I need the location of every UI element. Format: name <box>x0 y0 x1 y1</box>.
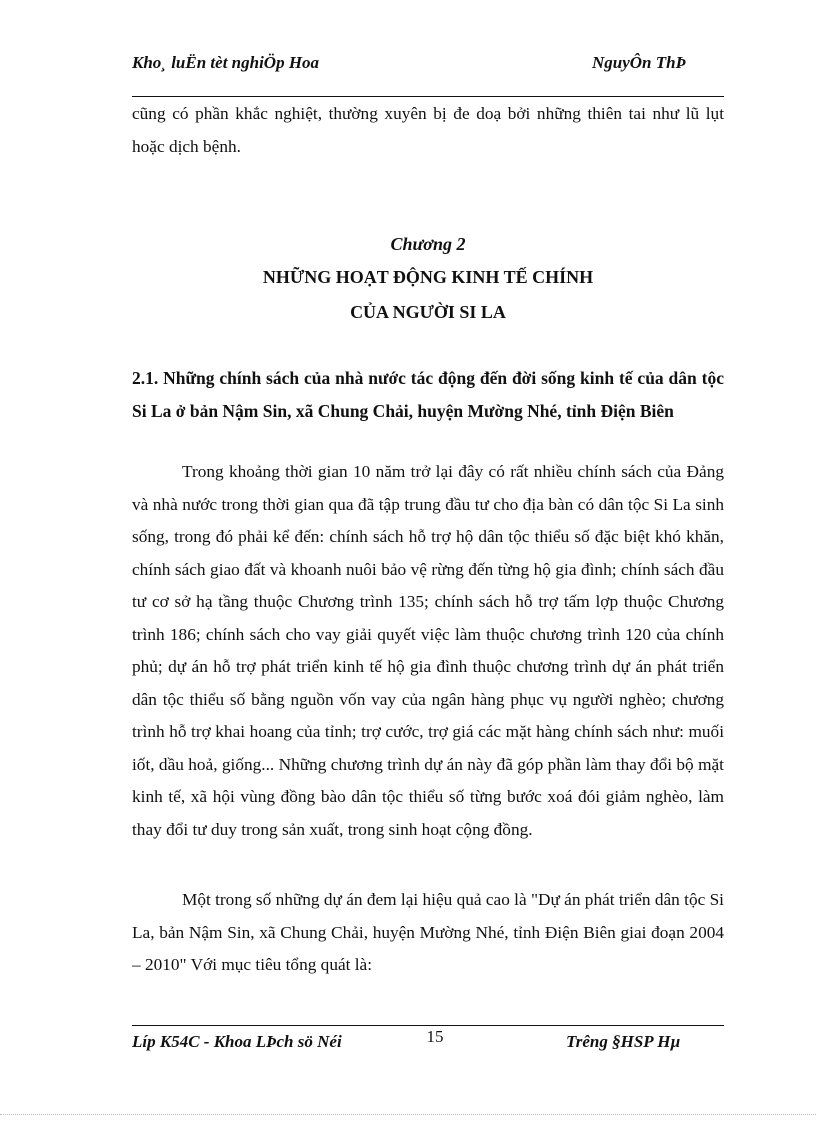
page-bottom-border <box>0 1114 816 1115</box>
chapter-title-line-1: NHỮNG HOẠT ĐỘNG KINH TẾ CHÍNH <box>262 267 594 287</box>
footer-left-text: Líp K54C - Khoa LÞch sö Néi <box>132 1032 342 1051</box>
body-paragraph-1: Trong khoảng thời gian 10 năm trở lại đây có rất nhiều chính sách của Đảng và nhà nước trong thời gian qua đã tập trung đầu tư cho địa bàn có dân tộc Si La sinh sống, trong đó phải kể đến: chính sách hỗ trợ hộ dân tộc thiểu số đặc biệt khó khăn, chính sách giao đất và khoanh nuôi bảo vệ rừng đến từng hộ gia đình; chính sách đầu tư cơ sở hạ tầng thuộc Chương trình 135; chính sách hỗ trợ tấm lợp thuộc Chương trình 186; chính sách cho vay giải quyết việc làm thuộc chương trình 120 của chính phủ; dự án hỗ trợ phát triển kinh tế hộ gia đình thuộc chương trình dự án phát triển dân tộc thiểu số bằng nguồn vốn vay của ngân hàng phục vụ người nghèo; chương trình hỗ trợ khai hoang của tỉnh; trợ cước, trợ giá các mặt hàng chính sách như: muối iốt, dầu hoả, giống... Những chương trình dự án này đã góp phần làm thay đổi bộ mặt kinh tế, xã hội vùng đồng bào dân tộc thiểu số từng bước xoá đói giảm nghèo, làm thay đổi tư duy trong sản xuất, trong sinh hoạt cộng đồng. <box>132 462 724 839</box>
header-right-text: NguyÔn ThÞ <box>592 53 686 72</box>
chapter-number: Chương 2 <box>390 234 466 254</box>
section-heading: 2.1. Những chính sách của nhà nước tác động đến đời sống kinh tế của dân tộc Si La ở bản Nậm Sin, xã Chung Chải, huyện Mường Nhé, tỉnh Điện Biên <box>132 368 724 421</box>
continuation-paragraph: cũng có phần khắc nghiệt, thường xuyên bị đe doạ bởi những thiên tai như lũ lụt hoặc dịch bệnh. <box>132 104 724 156</box>
page-number: 15 <box>426 1027 444 1046</box>
header-left-text: Kho¸ luËn tèt nghiÖp Hoa <box>132 53 320 72</box>
chapter-title-line-2: CỦA NGƯỜI SI LA <box>350 302 506 322</box>
body-paragraph-2: Một trong số những dự án đem lại hiệu quả cao là "Dự án phát triển dân tộc Si La, bản Nậm Sin, xã Chung Chải, huyện Mường Nhé, tỉnh Điện Biên giai đoạn 2004 – 2010" Với mục tiêu tổng quát là: <box>132 890 724 974</box>
header-divider <box>132 96 724 97</box>
footer-right-text: Trêng §HSP Hµ <box>566 1032 681 1051</box>
footer-divider <box>132 1025 724 1026</box>
